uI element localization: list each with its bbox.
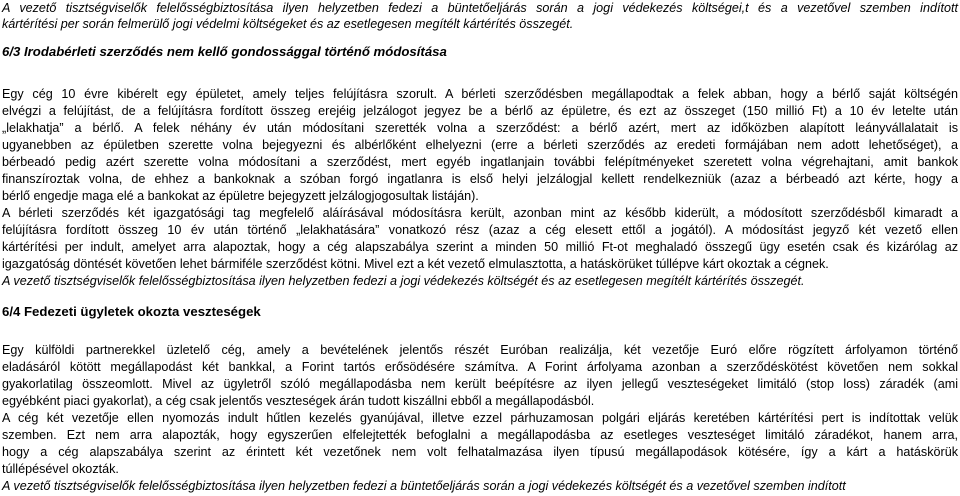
section-heading-6-4: 6/4 Fedezeti ügyletek okozta veszteségek (2, 304, 261, 319)
paragraph-line: eladásáról kötött megállapodást két bankkal, a Forint tartós erősödésére számítva. A Forint árfolyama azonban a szerződéskötést követően nem sokkal (2, 360, 958, 374)
paragraph-line: egyébként piaci gyakorlat), a cég csak jelentős veszteségek árán tudott kiszállni ebből a megállapodásból. (2, 394, 595, 408)
paragraph-line: finanszíroztak volna, de ehhez a bankoknak a szóban forgó ingatlanra is első helyi jelzálogjal kellett rendelkezniük (azaz a bérbeadó azt kérte, hogy a (2, 172, 958, 186)
paragraph-line: bérlő engedje maga elé a bankokat az épületre bejegyzett jelzálogjogosultak listáján). (2, 189, 479, 203)
paragraph-line: felújításra fordított összeg 10 év után történő „lelakhatására” vonatkozó rész (azaz a cég elesett ettől a jogától). A módosítást jegyző két vezető ellen (2, 223, 958, 237)
paragraph-line: kártérítési per indult, amelyet arra alapoztak, hogy a cég alapszabálya szerint a minden 50 millió Ft-ot meghaladó összegű ügy esetén csak és kizárólag az (2, 240, 958, 254)
intro-line-1: A vezető tisztségviselők felelősségbiztosítása ilyen helyzetben fedezi a büntetőeljárás során a jogi védekezés költségei,t és a vezetővel szemben indított (2, 1, 958, 15)
intro-line-2: kártérítési per során felmerülő jogi védelmi költségeket és az esetlegesen megítélt kártérítés összegét. (2, 17, 574, 31)
section-heading-6-3: 6/3 Irodabérleti szerződés nem kellő gondossággal történő módosítása (2, 44, 447, 59)
paragraph-line: túllépésével okozták. (2, 462, 119, 476)
paragraph-line: A cég két vezetője ellen nyomozás indult hűtlen kezelés gyanújával, illetve ezzel párhuzamosan polgári eljárás keretében kártérítési pert is indítottak velük (2, 411, 958, 425)
paragraph-line: hogy a cég alapszabálya szerint az érintett két vezetőnek nem volt felhatalmazása ilyen típusú megállapodások kötésére, így a kárt a hatáskörük (2, 445, 958, 459)
paragraph-line: A bérleti szerződés két igazgatósági tag megfelelő aláírásával módosításra került, azonban mint az később kiderült, a módosított szerződésből kimaradt a (2, 206, 958, 220)
paragraph-line: Egy cég 10 évre kibérelt egy épületet, amely teljes felújításra szorult. A bérleti szerződésben megállapodtak a felek abban, hogy a bérlő saját költségén (2, 87, 958, 101)
coverage-note-6-4: A vezető tisztségviselők felelősségbiztosítása ilyen helyzetben fedezi a büntetőeljárás során a jogi védekezés költségét és a vezetővel szemben indított (2, 479, 846, 493)
paragraph-line: szemben. Ezt nem arra alapozták, hogy egyszerűen elfelejtették befoglalni a megállapodásba az esetleges veszteséget limitáló záradékot, hanem arra, (2, 428, 958, 442)
paragraph-line: elvégzi a felújítást, de a felújításra fordított összeg erejéig jelzálogot jegyez be a bérlő az épületre, és ezt az összeget (150 millió Ft) a 10 év letelte után (2, 104, 958, 118)
coverage-note-6-3: A vezető tisztségviselők felelősségbiztosítása ilyen helyzetben fedezi a jogi védekezés költségét és az esetlegesen megítélt kártérítés összegét. (2, 274, 805, 288)
paragraph-line: Egy külföldi partnerekkel üzletelő cég, amely a bevételének jelentős részét Euróban realizálja, két vezetője Euró előre rögzített árfolyamon történő (2, 343, 958, 357)
paragraph-line: igazgatóság döntését követően lehet bármiféle szerződést kötni. Mivel ezt a két vezető elmulasztotta, a hatáskörüket túllépve kárt okoztak a cégnek. (2, 257, 829, 271)
paragraph-line: bérbeadó pedig azért szerette volna módosítani a szerződést, mert egyéb ingatlanjain további felépítményeket szeretett volna végrehajtani, amit bankok (2, 155, 958, 169)
paragraph-line: gyakorlatilag összeomlott. Mivel az ügyletről szóló megállapodásba nem került beépítésre az ilyen jellegű veszteségeket limitáló (stop loss) záradék (ami (2, 377, 958, 391)
paragraph-line: „lelakhatja” a bérlő. A felek néhány év után módosítani szerették volna a szerződést: a bérlő azért, mert az időközben alapított leányvállalatait is (2, 121, 958, 135)
paragraph-line: ugyanebben az épületben szerette volna bejegyezni és albérlőként elhelyezni (erre a bérleti szerződés az eredeti formájában nem adott lehetőséget), a (2, 138, 958, 152)
